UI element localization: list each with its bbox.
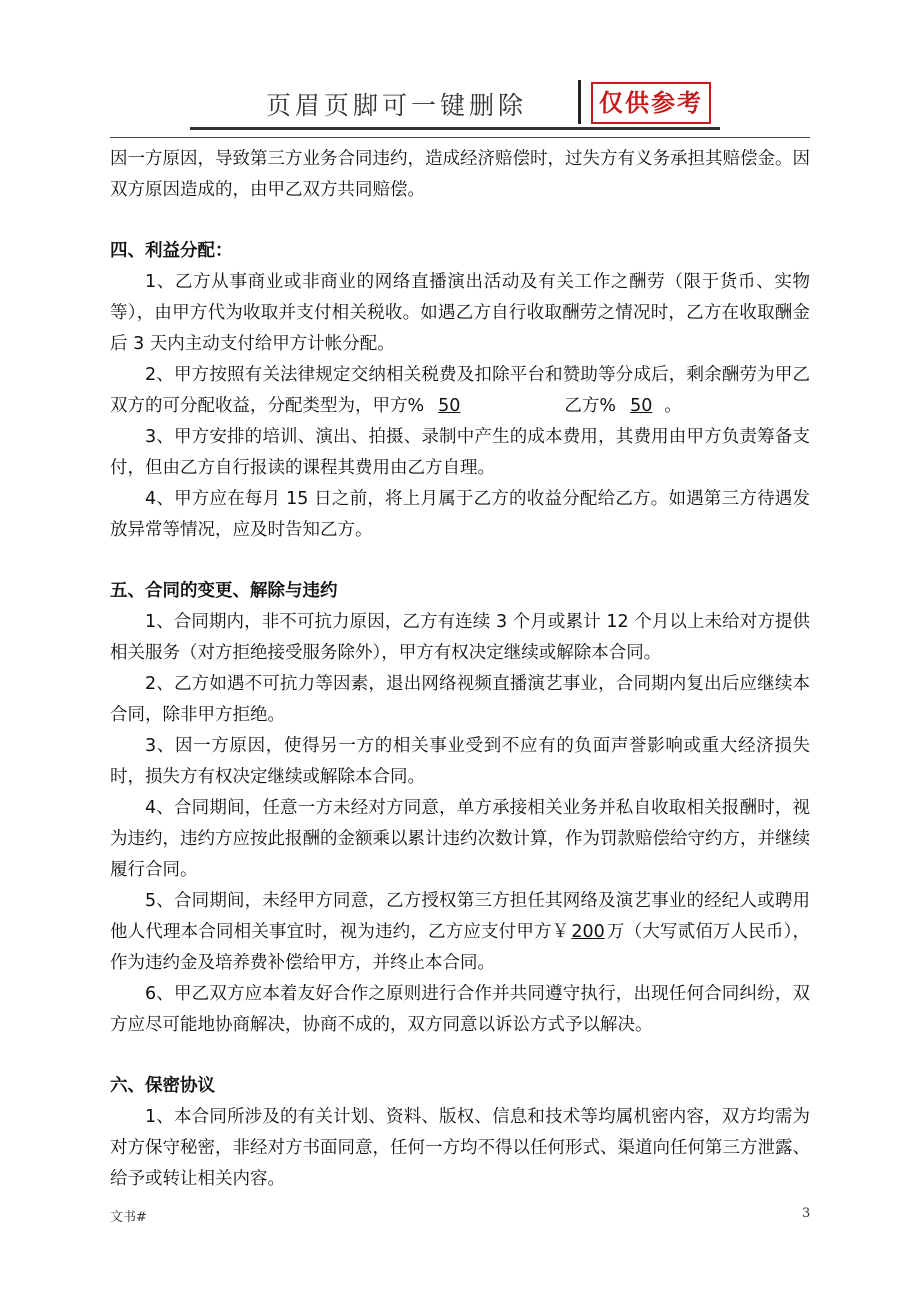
- section-4-clause-2: [110, 360, 810, 422]
- page-number: 3: [802, 1206, 811, 1221]
- header-title: 页眉页脚可一键删除: [266, 91, 528, 120]
- section-5-clause-1: 1、合同期内，非不可抗力原因，乙方有连续 3 个月或累计 12 个月以上未给对方提供相关服务（对方拒绝接受服务除外），甲方有权决定继续或解除本合同。: [110, 612, 810, 663]
- party-a-percentage: 50: [438, 396, 461, 416]
- section-4-clause-4: 4、甲方应在每月 15 日之前，将上月属于乙方的收益分配给乙方。如遇第三方待遇发放异常等情况，应及时告知乙方。: [110, 489, 810, 540]
- header-rule-thick: [190, 127, 720, 130]
- section-5-clause-5: [110, 886, 810, 979]
- section-5-clause-4: 4、合同期间，任意一方未经对方同意，单方承接相关业务并私自收取相关报酬时，视为违约，违约方应按此报酬的金额乘以累计违约次数计算，作为罚款赔偿给守约方，并继续履行合同。: [110, 798, 810, 880]
- section-4-clause-1: 1、乙方从事商业或非商业的网络直播演出活动及有关工作之酬劳（限于货币、实物等），由甲方代为收取并支付相关税收。如遇乙方自行收取酬劳之情况时，乙方在收取酬金后 3 天内主动支付给甲方计帐分配。: [110, 272, 810, 354]
- section-4-heading: 四、利益分配：: [110, 241, 233, 261]
- section-5-clause-3: 3、因一方原因，使得另一方的相关事业受到不应有的负面声誉影响或重大经济损失时，损失方有权决定继续或解除本合同。: [110, 736, 810, 787]
- footer-label: 文书#: [110, 1210, 147, 1225]
- clause-2-mid: 乙方%: [564, 396, 617, 416]
- clause-5-suffix: 万（大写贰佰万人民币），作为违约金及培养费补偿给甲方，并终止本合同。: [110, 922, 811, 973]
- section-5-heading: 五、合同的变更、解除与违约: [110, 581, 338, 601]
- reference-stamp: 仅供参考: [591, 82, 711, 124]
- section-6-heading: 六、保密协议: [110, 1076, 215, 1096]
- document-body: [110, 144, 810, 1195]
- clause-5-prefix: 5、合同期间，未经甲方同意，乙方授权第三方担任其网络及演艺事业的经纪人或聘用他人代理本合同相关事宜时，视为违约，乙方应支付甲方￥: [110, 891, 810, 942]
- section-6-clause-1: 1、本合同所涉及的有关计划、资料、版权、信息和技术等均属机密内容，双方均需为对方保守秘密，非经对方书面同意，任何一方均不得以任何形式、渠道向任何第三方泄露、给予或转让相关内容。: [110, 1107, 810, 1189]
- header-divider: [578, 80, 581, 124]
- clause-2-prefix: 2、甲方按照有关法律规定交纳相关税费及扣除平台和赞助等分成后，剩余酬劳为甲乙双方的可分配收益，分配类型为，甲方%: [110, 365, 810, 416]
- party-b-percentage: 50: [630, 396, 653, 416]
- penalty-amount: 200: [571, 922, 605, 942]
- header-rule: [110, 137, 810, 138]
- intro-paragraph: 因一方原因，导致第三方业务合同违约，造成经济赔偿时，过失方有义务承担其赔偿金。因双方原因造成的，由甲乙双方共同赔偿。: [110, 149, 810, 200]
- section-5-clause-2: 2、乙方如遇不可抗力等因素，退出网络视频直播演艺事业，合同期内复出后应继续本合同，除非甲方拒绝。: [110, 674, 810, 725]
- section-4-clause-3: 3、甲方安排的培训、演出、拍摄、录制中产生的成本费用，其费用由甲方负责筹备支付，但由乙方自行报读的课程其费用由乙方自理。: [110, 427, 810, 478]
- section-5-clause-6: 6、甲乙双方应本着友好合作之原则进行合作并共同遵守执行，出现任何合同纠纷，双方应尽可能地协商解决，协商不成的，双方同意以诉讼方式予以解决。: [110, 984, 810, 1035]
- clause-2-suffix: 。: [664, 396, 682, 416]
